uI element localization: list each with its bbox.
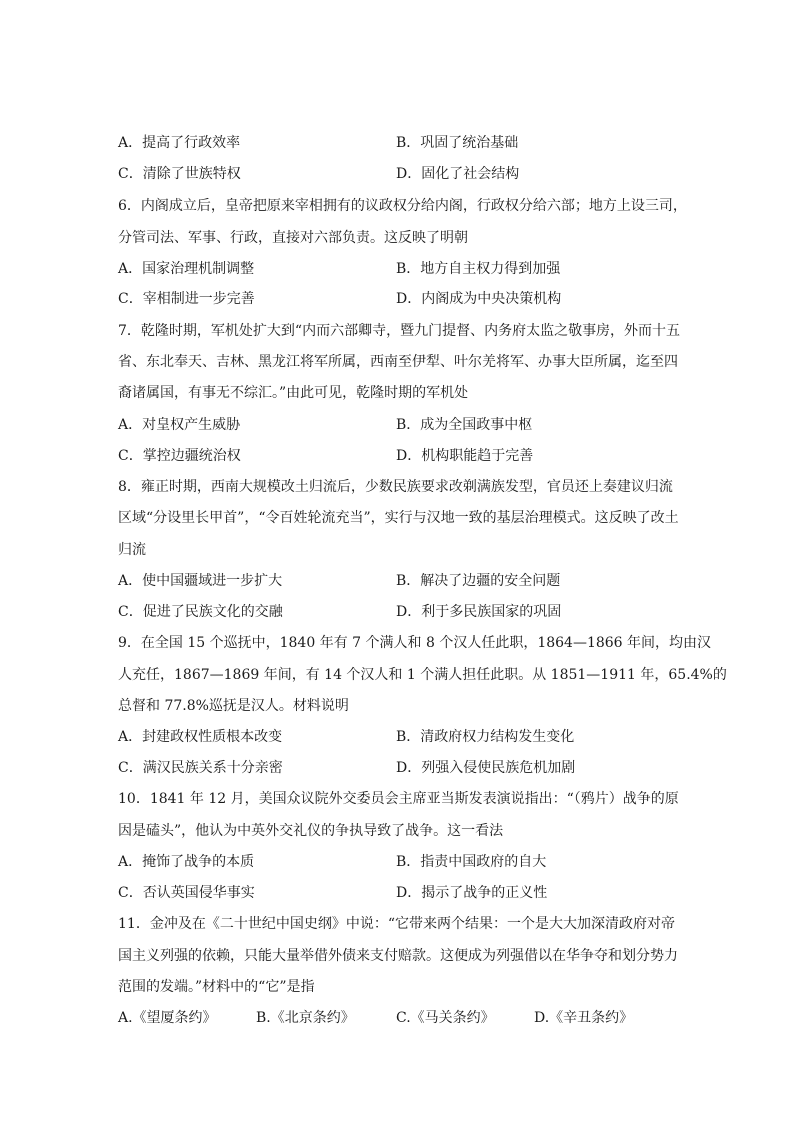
q6-options-row-2: [118, 289, 678, 309]
q8-options-row-1: [118, 571, 678, 591]
q7-stem-line-3: 裔诸属国，有事无不综汇。”由此可见，乾隆时期的军机处: [118, 385, 469, 401]
q8-stem-line-1: 8．雍正时期，西南大规模改土归流后，少数民族要求改剃满族发型，官员还上奏建议归流: [118, 479, 673, 495]
q9-option-d[interactable]: D．列强入侵使民族危机加剧: [396, 760, 576, 776]
q11-stem-line-2: 国主义列强的依赖，只能大量举借外债来支付赔款。这便成为列强借以在华争夺和划分势力: [118, 948, 678, 964]
q7-stem-line-2: 省、东北奉天、吉林、黑龙江将军所属，西南至伊犁、叶尔羌将军、办事大臣所属，迄至四: [118, 354, 678, 370]
q8-option-b[interactable]: B．解决了边疆的安全问题: [396, 573, 561, 589]
q6-option-c[interactable]: C．宰相制进一步完善: [118, 291, 255, 307]
q7-option-b[interactable]: B．成为全国政事中枢: [396, 417, 533, 433]
q11-option-a[interactable]: A.《望厦条约》: [118, 1010, 217, 1026]
q10-option-a[interactable]: A．掩饰了战争的本质: [118, 854, 255, 870]
q9-option-a[interactable]: A．封建政权性质根本改变: [118, 729, 283, 745]
q7-options-row-2: [118, 446, 678, 466]
q9-option-c[interactable]: C．满汉民族关系十分亲密: [118, 760, 283, 776]
q11-option-d[interactable]: D.《辛丑条约》: [534, 1010, 634, 1026]
q10-option-c[interactable]: C．否认英国侵华事实: [118, 885, 255, 901]
q11-stem-line-3: 范围的发端。”材料中的“它”是指: [118, 979, 315, 995]
q10-options-row-2: [118, 883, 678, 903]
q6-option-d[interactable]: D．内阁成为中央决策机构: [396, 291, 562, 307]
q10-option-d[interactable]: D．揭示了战争的正义性: [396, 885, 548, 901]
q8-stem-line-2: 区域“分设里长甲首”，“令百姓轮流充当”，实行与汉地一致的基层治理模式。这反映了改土: [118, 510, 679, 526]
q8-option-c[interactable]: C．促进了民族文化的交融: [118, 604, 283, 620]
q7-option-c[interactable]: C．掌控边疆统治权: [118, 448, 241, 464]
q9-options-row-2: [118, 758, 678, 778]
q9-option-b[interactable]: B．清政府权力结构发生变化: [396, 729, 575, 745]
q11-options-row: [118, 1008, 678, 1028]
q7-option-d[interactable]: D．机构职能趋于完善: [396, 448, 534, 464]
q10-options-row-1: [118, 852, 678, 872]
q5-option-d[interactable]: D．固化了社会结构: [396, 166, 520, 182]
q10-stem-line-1: 10．1841 年 12 月，美国众议院外交委员会主席亚当斯发表演说指出：“（鸦片）战争的原: [118, 791, 679, 807]
q7-option-a[interactable]: A．对皇权产生威胁: [118, 417, 241, 433]
q8-stem-line-3: 归流: [118, 542, 146, 558]
q5-options-row-2: [118, 164, 678, 184]
q11-stem-line-1: 11．金冲及在《二十世纪中国史纲》中说：“它带来两个结果：一个是大大加深清政府对帝: [118, 916, 675, 932]
q5-option-b[interactable]: B．巩固了统治基础: [396, 135, 519, 151]
q11-option-b[interactable]: B.《北京条约》: [256, 1010, 355, 1026]
q6-option-a[interactable]: A．国家治理机制调整: [118, 261, 255, 277]
q6-stem-line-1: 6．内阁成立后，皇帝把原来宰相拥有的议政权分给内阁，行政权分给六部；地方上设三司，: [118, 198, 687, 214]
q9-options-row-1: [118, 727, 678, 747]
q5-option-a[interactable]: A．提高了行政效率: [118, 135, 241, 151]
q7-stem-line-1: 7．乾隆时期，军机处扩大到“内而六部卿寺，暨九门提督、内务府太监之敬事房，外而十五: [118, 323, 681, 339]
q8-options-row-2: [118, 602, 678, 622]
q9-stem-line-3: 总督和 77.8%巡抚是汉人。材料说明: [118, 698, 349, 714]
q10-stem-line-2: 因是磕头”，他认为中英外交礼仪的争执导致了战争。这一看法: [118, 823, 504, 839]
q10-option-b[interactable]: B．指责中国政府的自大: [396, 854, 547, 870]
q11-option-c[interactable]: C.《马关条约》: [396, 1010, 495, 1026]
q7-options-row-1: [118, 415, 678, 435]
q5-options-row-1: [118, 133, 678, 153]
q8-option-a[interactable]: A．使中国疆域进一步扩大: [118, 573, 283, 589]
q6-option-b[interactable]: B．地方自主权力得到加强: [396, 261, 561, 277]
q8-option-d[interactable]: D．利于多民族国家的巩固: [396, 604, 562, 620]
q5-option-c[interactable]: C．清除了世族特权: [118, 166, 241, 182]
q9-stem-line-2: 人充任，1867—1869 年间，有 14 个汉人和 1 个满人担任此职。从 1851—1911 年，65.4%的: [118, 667, 727, 683]
q9-stem-line-1: 9．在全国 15 个巡抚中，1840 年有 7 个满人和 8 个汉人任此职，1864—1866 年间，均由汉: [118, 635, 712, 651]
q6-stem-line-2: 分管司法、军事、行政，直接对六部负责。这反映了明朝: [118, 230, 468, 246]
q6-options-row-1: [118, 259, 678, 279]
